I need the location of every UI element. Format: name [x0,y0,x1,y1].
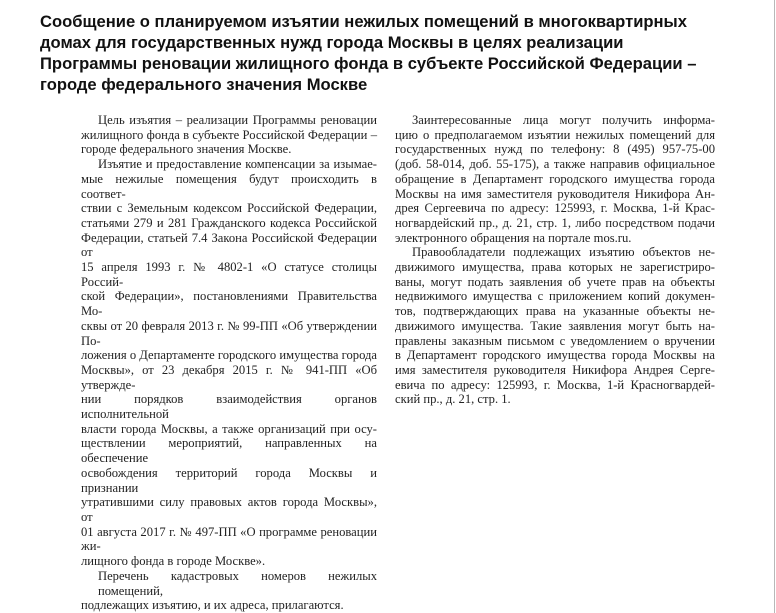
text-line: (доб. 58-014, доб. 55-175), а также направив официальное [395,157,715,172]
text-line: ствии с Земельным кодексом Российской Федерации, [81,201,377,216]
text-line: ский пр., д. 21, стр. 1. [395,392,511,407]
text-line: в Департамент городского имущества города Москвы на [395,348,715,363]
text-line: жилищного фонда в субъекте Российской Федерации – [81,127,377,142]
paragraph [395,113,715,245]
paragraph [395,245,715,407]
paragraph [81,569,377,613]
text-line: Федерации, статьей 7.4 Закона Российской Федерации от [81,230,377,260]
text-line: цию о предполагаемом изъятии нежилых помещений для [395,127,715,142]
text-line: евича по адресу: 125993, г. Москва, 1-й Красногвардей- [395,377,715,392]
text-line: тов, подтверждающих права на указанные объекты не- [395,304,715,319]
text-line: ногвардейский пр., д. 21, стр. 1, либо посредством подачи [395,215,715,230]
text-line: имя заместителя руководителя Никифора Андрея Серге- [395,362,715,377]
text-line: Москвы», от 23 декабря 2015 г. № 941-ПП «Об утвержде- [81,362,377,392]
text-line: Заинтересованные лица могут получить информа- [412,113,715,127]
text-line: движимого имущества. Такие заявления могут быть на- [395,318,715,333]
text-line: 15 апреля 1993 г. № 4802-1 «О статусе столицы Россий- [81,260,377,289]
paragraph [81,157,377,569]
notice-title [40,11,765,95]
text-line: ложения о Департаменте городского имущества города [81,348,377,363]
text-line: подлежащих изъятию, и их адреса, прилагаются. [81,598,344,613]
text-line: правлены заказным письмом с уведомлением о вручении [395,333,715,348]
text-line: недвижимого имущества с приложением копий докумен- [395,289,715,304]
text-line: власти города Москвы, а также организаций при осу- [81,421,377,436]
text-line: утратившими силу правовых актов города Москвы», от [81,495,377,524]
text-line: Правообладатели подлежащих изъятию объектов не- [412,245,715,260]
paragraph [81,113,377,157]
title-line: Сообщение о планируемом изъятии нежилых помещений в многоквартирных [40,12,687,31]
columns [40,113,765,613]
text-line: лищного фонда в городе Москве». [81,554,266,569]
page-edge-divider [774,0,775,613]
title-line: городе федерального значения Москве [40,75,368,94]
text-line: ской Федерации», постановлениями Правительства Мо- [81,289,377,319]
right-column [395,113,715,613]
text-line: мые нежилые помещения будут происходить в соответ- [81,171,377,201]
text-line: освобождения территорий города Москвы и признании [81,465,377,495]
text-line: сквы от 20 февраля 2013 г. № 99-ПП «Об утверждении По- [81,318,377,348]
text-line: Цель изъятия – реализации Программы реновации [98,113,377,127]
text-line: ществлении мероприятий, направленных на обеспечение [81,436,377,466]
text-line: городе федерального значения Москве. [81,142,292,157]
text-line: государственных нужд по телефону: 8 (495) 957-75-00 [395,142,715,157]
text-line: электронного обращения на портале mos.ru. [395,230,632,245]
left-column [81,113,377,613]
text-line: ваны, могут подать заявления об учете прав на объекты [395,274,715,289]
title-line: Программы реновации жилищного фонда в субъекте Российской Федерации – [40,54,697,73]
text-line: нии порядков взаимодействия органов исполнительной [81,392,377,422]
text-line: движимого имущества, права которых не зарегистриро- [395,260,715,275]
text-line: 01 августа 2017 г. № 497-ПП «О программе реновации жи- [81,524,377,554]
text-line: статьями 279 и 281 Гражданского кодекса Российской [81,215,377,230]
text-line: Изъятие и предоставление компенсации за изымае- [98,157,377,172]
text-line: обращение в Департамент городского имущества города [395,171,715,186]
title-line: домах для государственных нужд города Москвы в целях реализации [40,33,624,52]
text-line: дрея Сергеевича по адресу: 125993, г. Москва, 1-й Крас- [395,201,715,216]
text-line: Москвы на имя заместителя руководителя Никифора Ан- [395,186,715,201]
text-line: Перечень кадастровых номеров нежилых помещений, [98,568,377,598]
